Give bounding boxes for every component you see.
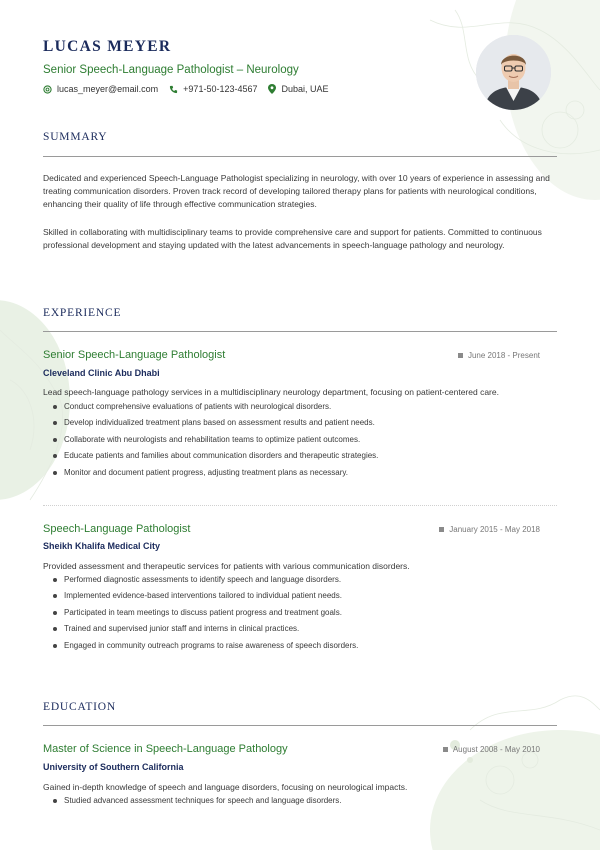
contact-phone[interactable]	[169, 84, 257, 94]
location-pin-icon	[268, 84, 276, 94]
summary-section-title: SUMMARY	[43, 131, 108, 143]
calendar-icon	[443, 747, 448, 752]
email-at-icon	[43, 85, 52, 94]
summary-divider	[43, 156, 557, 157]
job-2-bullet-list	[53, 575, 358, 657]
job-separator	[43, 505, 557, 506]
job-1-description: Lead speech-language pathology services in a multidisciplinary neurology department, focusing on patient-centered care.	[43, 387, 499, 397]
education-1-dates	[443, 745, 540, 754]
education-1-description: Gained in-depth knowledge of speech and language disorders, focusing on neurological impacts.	[43, 782, 408, 792]
education-1-school: University of Southern California	[43, 762, 184, 772]
education-1-dates-text: August 2008 - May 2010	[452, 745, 540, 754]
job-1-role: Senior Speech-Language Pathologist	[43, 349, 226, 361]
job-2-dates	[439, 525, 540, 534]
contact-location	[268, 84, 328, 94]
summary-paragraph-2: Skilled in collaborating with multidisciplinary teams to provide comprehensive care and support for patients. Committed to continuous professional development and staying updated with the latest advancements in speech-language pathology and neurology.	[43, 227, 542, 251]
job-2-organization: Sheikh Khalifa Medical City	[43, 541, 161, 551]
education-section-title: EDUCATION	[43, 701, 116, 713]
job-1-organization: Cleveland Clinic Abu Dhabi	[43, 368, 160, 378]
profile-photo-illustration	[476, 35, 551, 110]
calendar-icon	[458, 353, 463, 358]
profile-photo	[476, 35, 551, 110]
list-item: Conduct comprehensive evaluations of patients with neurological disorders.	[53, 402, 378, 418]
education-1-degree: Master of Science in Speech-Language Pathology	[43, 743, 288, 755]
education-1-bullet-list	[53, 796, 342, 812]
calendar-icon	[439, 527, 444, 532]
job-2-description: Provided assessment and therapeutic services for patients with various communication disorders.	[43, 561, 410, 571]
contact-email[interactable]	[43, 84, 158, 94]
phone-icon	[169, 85, 178, 94]
list-item: Studied advanced assessment techniques for speech and language disorders.	[53, 796, 342, 812]
experience-divider	[43, 331, 557, 332]
education-divider	[43, 725, 557, 726]
list-item: Implemented evidence-based interventions tailored to individual patient needs.	[53, 591, 358, 607]
candidate-name: LUCAS MEYER	[43, 38, 172, 55]
candidate-headline: Senior Speech-Language Pathologist – Neurology	[43, 64, 299, 76]
list-item: Engaged in community outreach programs to raise awareness of speech disorders.	[53, 641, 358, 657]
email-text: lucas_meyer@email.com	[57, 84, 159, 94]
contact-info	[43, 84, 340, 94]
job-1-bullet-list	[53, 402, 378, 484]
job-2-role: Speech-Language Pathologist	[43, 523, 191, 535]
list-item: Monitor and document patient progress, adjusting treatment plans as necessary.	[53, 468, 378, 484]
list-item: Educate patients and families about communication disorders and therapeutic strategies.	[53, 451, 378, 467]
location-text: Dubai, UAE	[281, 84, 329, 94]
summary-paragraph-1: Dedicated and experienced Speech-Language Pathologist specializing in neurology, with over 10 years of experience in assessing and treating communication disorders. Proven track record of developing tailored therapy plans for patients with neurological conditions, enhancing their quality of life through effective communication strategies.	[43, 173, 550, 210]
job-1-dates	[458, 351, 540, 360]
list-item: Develop individualized treatment plans based on assessment results and patient needs.	[53, 418, 378, 434]
list-item: Participated in team meetings to discuss patient progress and treatment goals.	[53, 608, 358, 624]
experience-section-title: EXPERIENCE	[43, 307, 122, 319]
list-item: Collaborate with neurologists and rehabilitation teams to optimize patient outcomes.	[53, 435, 378, 451]
list-item: Performed diagnostic assessments to identify speech and language disorders.	[53, 575, 358, 591]
phone-text: +971-50-123-4567	[183, 84, 258, 94]
list-item: Trained and supervised junior staff and interns in clinical practices.	[53, 624, 358, 640]
job-2-dates-text: January 2015 - May 2018	[449, 525, 540, 534]
job-1-dates-text: June 2018 - Present	[467, 351, 540, 360]
